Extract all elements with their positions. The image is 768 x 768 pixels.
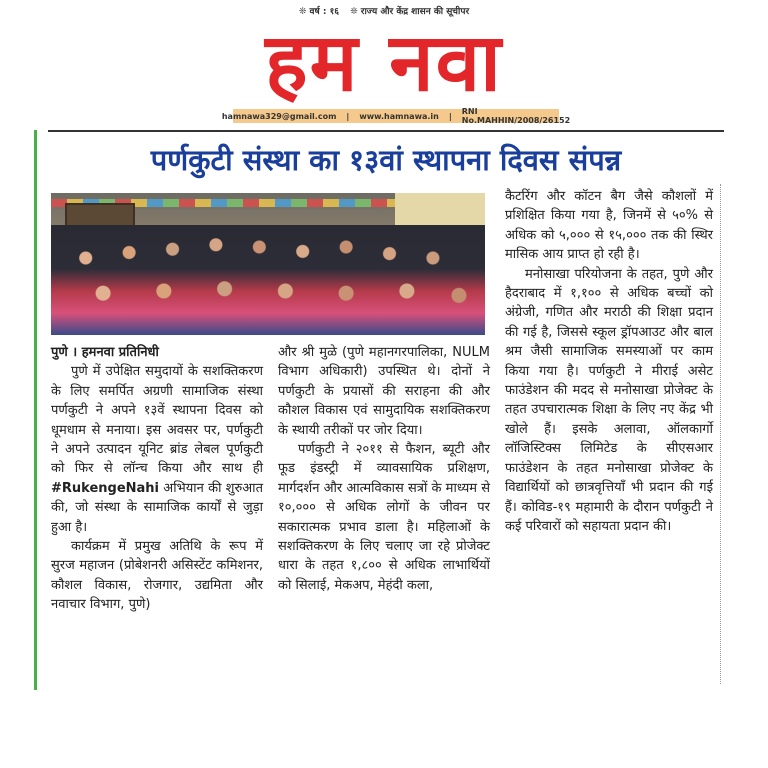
article-column-3 (505, 187, 713, 536)
accent-line (34, 130, 37, 690)
email-link[interactable]: hamnawa329@gmail.com (221, 111, 337, 121)
paragraph-text: पुणे में उपेक्षित समुदायों के सशक्तिकरण के लिए समर्पित अग्रणी सामाजिक संस्था पर्णकुटी ने अपने १३वें स्थापना दिवस को धूमधाम से मनाया। इस अवसर पर, पर्णकुटी ने अपने उत्पादन यूनिट ब्रांड लेबल पूर्णकुटी को फिर से लॉन्च किया और साथ ही (51, 364, 263, 477)
article-headline: पर्णकुटी संस्था का १३वां स्थापना दिवस संपन्न (150, 143, 622, 177)
article-column-2 (278, 343, 490, 595)
paragraph (51, 362, 263, 537)
paragraph: कार्यक्रम में प्रमुख अतिथि के रूप में सुरज महाजन (प्रोबेशनरी असिस्टेंट कमिशनर, कौशल विकास, रोजगार, उद्यमिता और नवाचार विभाग, पुणे) (51, 539, 263, 613)
paragraph: कैटरिंग और कॉटन बैग जैसे कौशलों में प्रशिक्षित किया गया है, जिनमें से ५०% से अधिक को ५,००० से १५,००० तक की स्थिर मासिक आय प्राप्त हो रही है। (505, 189, 713, 263)
group-of-people (51, 225, 485, 335)
article-photo (51, 193, 485, 335)
dateline: पुणे । हमनवा प्रतिनिधी (51, 345, 159, 360)
article-column-1 (51, 343, 263, 615)
paragraph: मनोसाखा परियोजना के तहत, पुणे और हैदराबाद में १,१०० से अधिक बच्चों को अंग्रेजी, गणित और मराठी की शिक्षा प्रदान की गई है, जिससे स्कूल ड्रॉपआउट और बाल श्रम जैसी सामाजिक समस्याओं पर काम किया गया है। पर्णकुटी ने मीराई असेट फाउंडेशन की मदद से मनोसाखा प्रोजेक्ट के तहत उपचारात्मक शिक्षा के लिए नए केंद्र भी खोले हैं। इसके अलावा, ऑलकार्गो लॉजिस्टिक्स लिमिटेड के सीएसआर फाउंडेशन के तहत मनोसाखा प्रोजेक्ट के विद्यार्थियों को छात्रवृत्तियाँ भी प्रदान की गई हैं। कोविड-१९ महामारी के दौरान पर्णकुटी ने कई परिवारों को सहायता प्रदान की। (505, 266, 713, 534)
website-link[interactable]: www.hamnawa.in (359, 111, 439, 121)
hashtag: #RukengeNahi (51, 480, 160, 496)
separator: | (448, 111, 452, 121)
column-rule (720, 184, 721, 684)
rni-number: RNI No.MAHHIN/2008/26152 (461, 107, 571, 125)
paragraph: और श्री मुळे (पुणे महानगरपालिका, NULM विभाग अधिकारी) उपस्थित थे। दोनों ने पर्णकुटी के प्रयासों की सराहना की और कौशल विकास एवं सामुदायिक सशक्तिकरण के स्थायी तरीकों पर जोर दिया। (278, 345, 490, 438)
contact-bar (221, 107, 571, 125)
paragraph: पर्णकुटी ने २०११ से फैशन, ब्यूटी और फूड इंडस्ट्री में व्यावसायिक प्रशिक्षण, मार्गदर्शन और आत्मविकास सत्रों के माध्यम से १०,००० से अधिक लोगों के जीवन पर सकारात्मक प्रभाव डाला है। महिलाओं के सशक्तिकरण के लिए चलाए जा रहे प्रोजेक्ट धारा के तहत १,८०० से अधिक लाभार्थियों को सिलाई, मेकअप, मेहंदी कला, (278, 442, 490, 593)
year-label: ❊ वर्ष : १६ (298, 7, 339, 17)
masthead-title: हम नवा (265, 15, 503, 109)
paragraph-text: अभियान की शुरुआत की, जो संस्था के सामाजिक कार्यों से जुड़ा हुआ है। (51, 480, 263, 535)
separator: | (346, 111, 350, 121)
tagline-text: ❊ राज्य और केंद्र शासन की सूचीपर (350, 7, 470, 17)
header-divider (48, 130, 724, 132)
